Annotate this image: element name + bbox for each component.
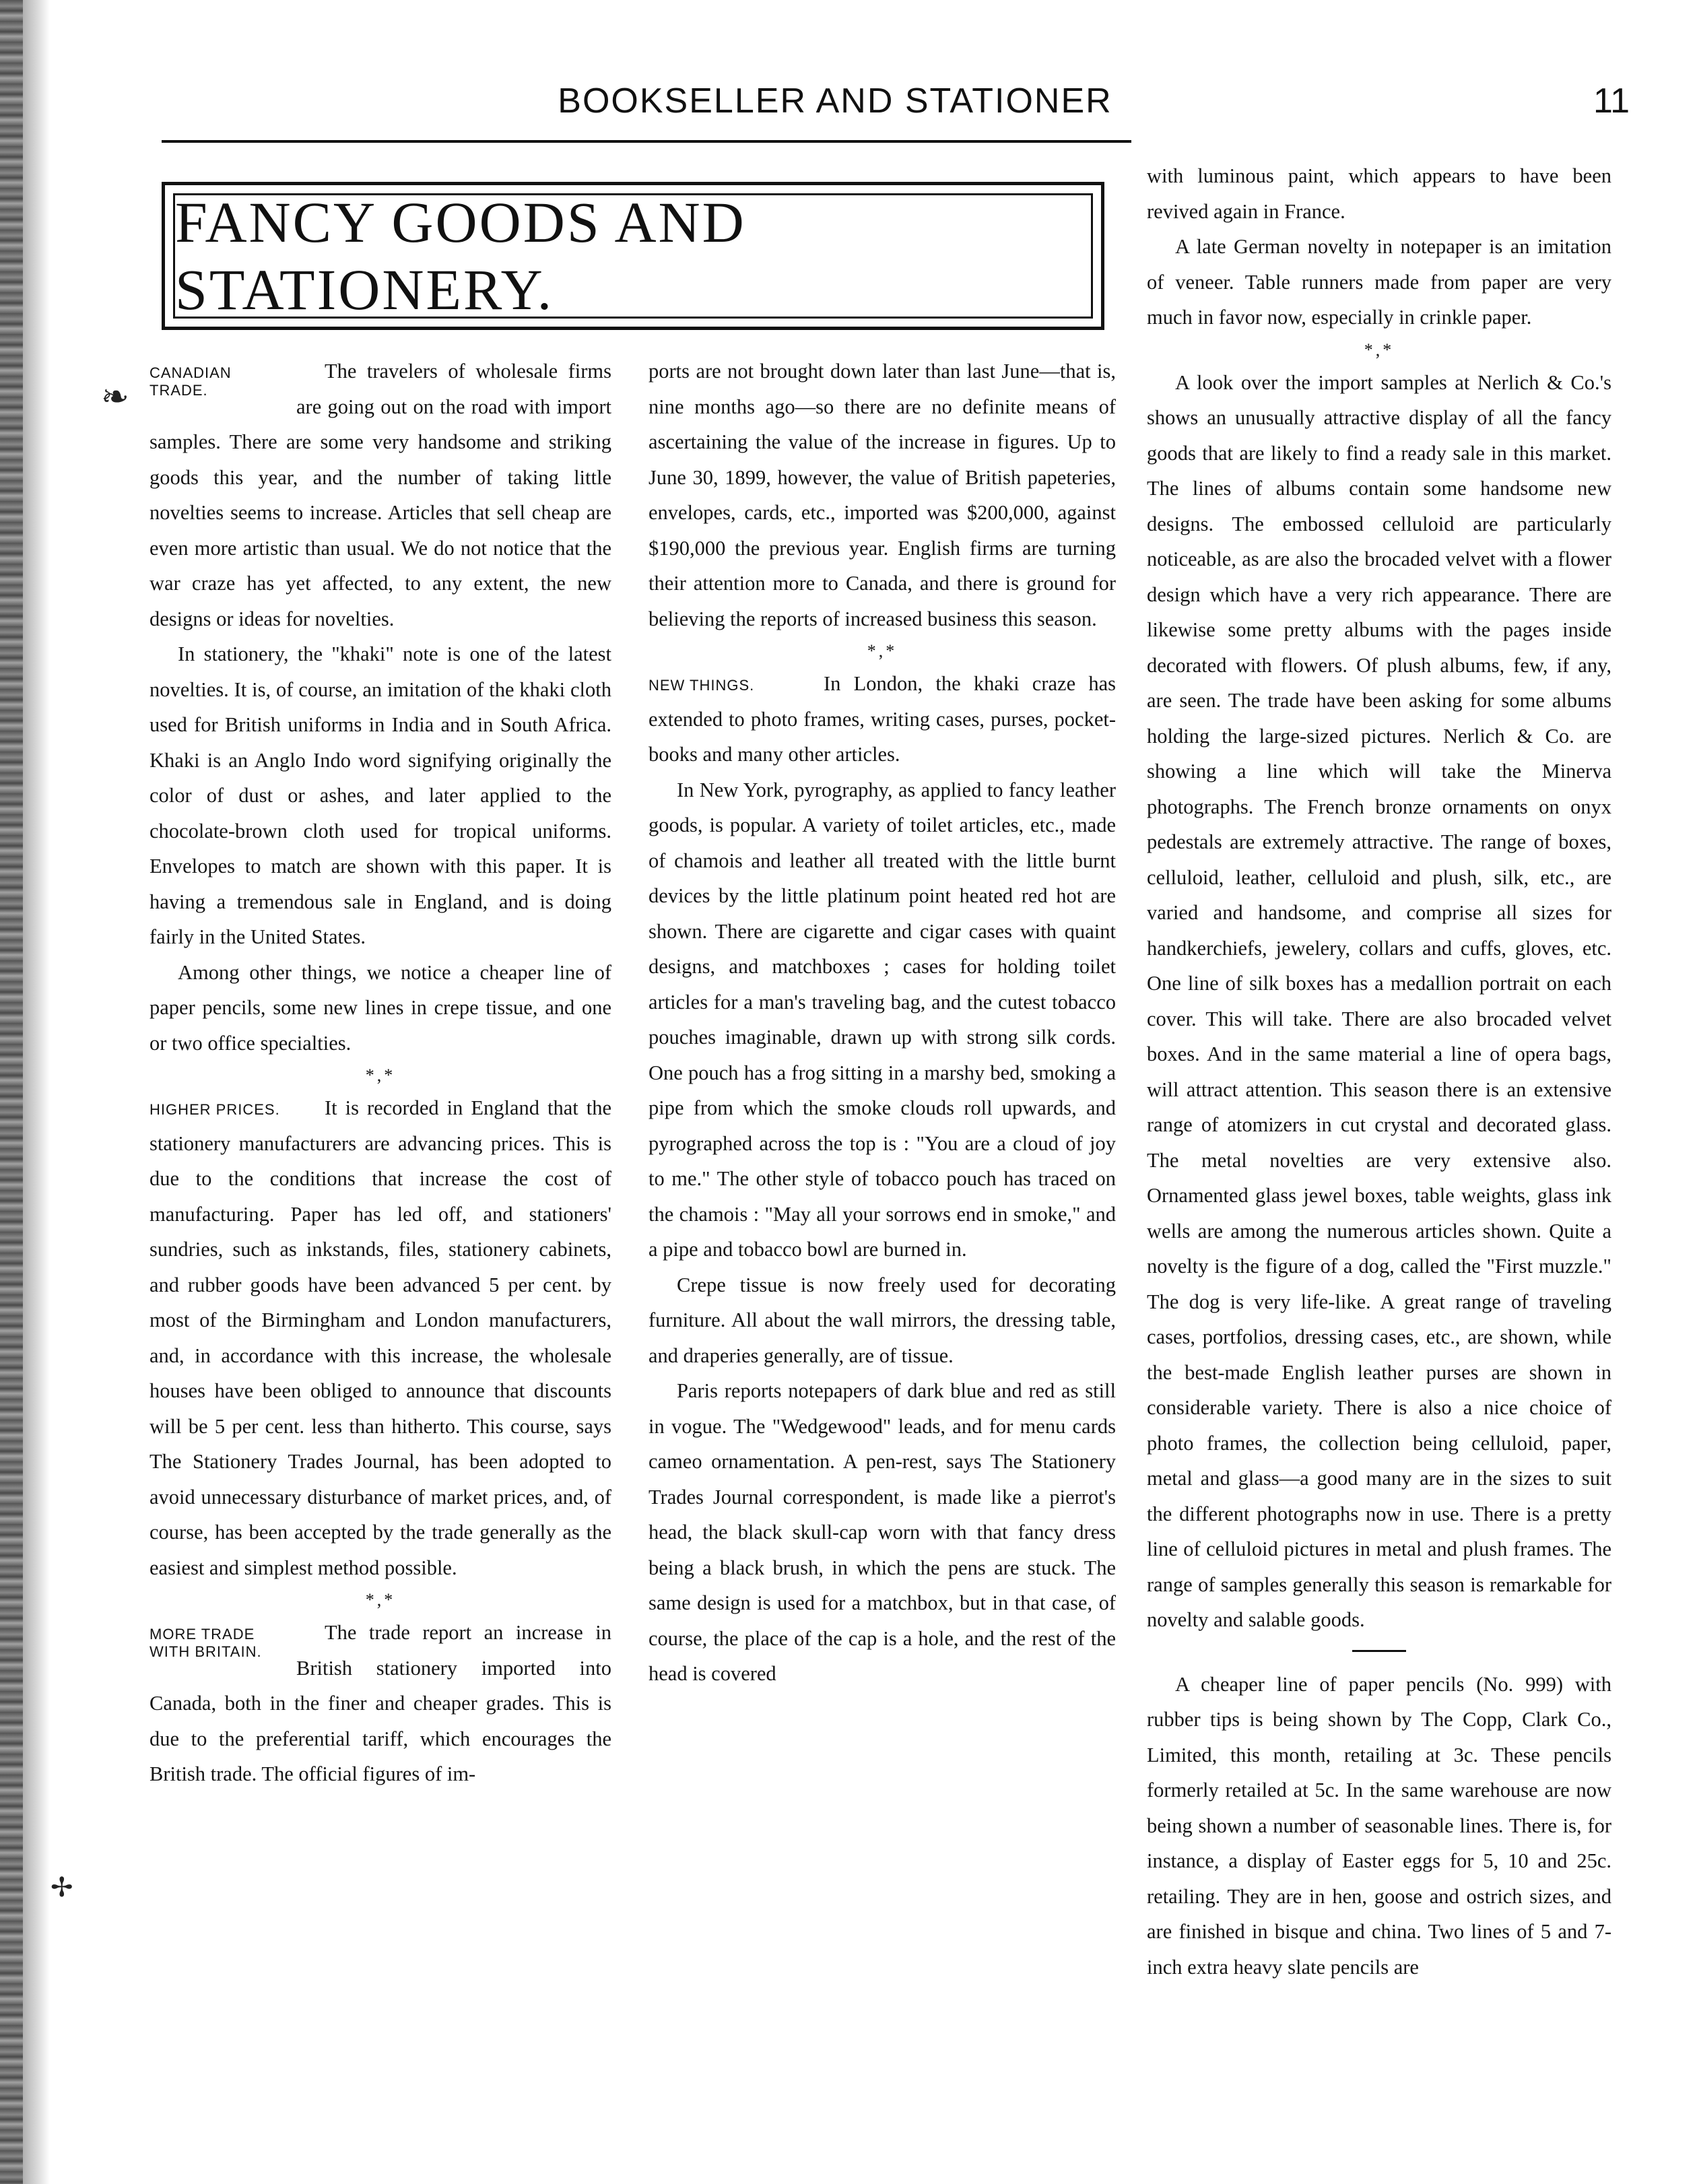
header-rule	[162, 140, 1131, 143]
paragraph: A late German novelty in notepaper is an imitation of veneer. Table runners made from paper are very much in favor now, especially in crinkle paper.	[1147, 235, 1611, 329]
paragraph: Paris reports notepapers of dark blue and red as still in vogue. The "Wedgewood" leads, and for menu cards cameo ornamentation. A pen-rest, says The Stationery Trades Journal correspondent, is made like a pierrot's head, the black skull-cap worn with that fancy dress being a black brush, in which the pens are stuck. The same design is used for a matchbox, but in that case, of course, the place of the cap is a hole, and the rest of the head is covered	[648, 1379, 1116, 1685]
scan-binding-shadow	[0, 0, 23, 2184]
paragraph: In stationery, the "khaki" note is one of the latest novelties. It is, of course, an imitation of the khaki cloth used for British uniforms in India and in South Africa. Khaki is an Anglo Indo word signifying originally the color of dust or ashes, and later applied to the chocolate-brown cloth used for tropical uniforms. Envelopes to match are shown with this paper. It is having a tremendous sale in England, and is doing fairly in the United States.	[149, 642, 611, 948]
subhead-more-trade-with-britain: MORE TRADE WITH BRITAIN.	[149, 1626, 262, 1660]
running-title: BOOKSELLER AND STATIONER	[558, 81, 1112, 121]
column-3	[1147, 158, 1611, 1985]
column-1	[149, 354, 611, 1792]
paragraph: Crepe tissue is now freely used for decorating furniture. All about the wall mirrors, the dressing table, and draperies generally, are of tissue.	[648, 1273, 1116, 1367]
paragraph: It is recorded in England that the stationery manufacturers are advancing prices. This is due to the conditions that increase the cost of manufacturing. Paper has led off, and stationers' sundries, such as inkstands, files, stationery cabinets, and rubber goods have been advanced 5 per cent. by most of the Birmingham and London manufacturers, and, in accordance with this increase, the wholesale houses have been obliged to announce that discounts will be 5 per cent. less than hitherto. This course, says The Stationery Trades Journal, has been adopted to avoid unnecessary disturbance of market prices, and, of course, has been accepted by the trade generally as the easiest and simplest method possible.	[149, 1096, 611, 1579]
section-title-inner-frame	[173, 190, 1093, 322]
margin-scribble-mark: ✢	[51, 1872, 73, 1903]
paragraph: ports are not brought down later than last June—that is, nine months ago—so there are no definite means of ascertaining the value of the increase in figures. Up to June 30, 1899, however, the value of British papeteries, envelopes, cards, etc., imported was $200,000, against $190,000 the previous year. English firms are turning their attention more to Canada, and there is ground for believing the reports of increased business this season.	[648, 360, 1116, 630]
column-2	[648, 354, 1116, 1692]
subhead-new-things: NEW THINGS.	[648, 677, 755, 694]
margin-pointer-mark: ❧	[101, 377, 129, 416]
short-divider-rule	[1352, 1650, 1406, 1652]
running-head	[162, 81, 1630, 135]
section-dinkus: *,*	[365, 1590, 396, 1610]
paragraph: The travelers of wholesale firms are going out on the road with import samples. There are some very handsome and striking goods this year, and the number of taking little novelties seems to increase. Articles that sell cheap are even more artistic than usual. We do not notice that the war craze has yet affected, to any extent, the new designs or ideas for novelties.	[149, 360, 611, 630]
section-title: FANCY GOODS AND STATIONERY.	[175, 190, 746, 322]
section-dinkus: *,*	[1364, 339, 1395, 360]
paragraph: The trade report an increase in British stationery imported into Canada, both in the finer and cheaper grades. This is due to the preferential tariff, which encourages the British trade. The official figures of im-	[149, 1621, 611, 1785]
paragraph: A cheaper line of paper pencils (No. 999) with rubber tips is being shown by The Copp, Clark Co., Limited, this month, retailing at 3c. These pencils formerly retailed at 5c. In the same warehouse are now being shown a number of seasonable lines. There is, for instance, a display of Easter eggs for 5, 10 and 25c. retailing. They are in hen, goose and ostrich sizes, and are finished in bisque and china. Two lines of 5 and 7-inch extra heavy slate pencils are	[1147, 1672, 1611, 1979]
subhead-higher-prices: HIGHER PRICES.	[149, 1101, 280, 1118]
paragraph: In London, the khaki craze has extended to photo frames, writing cases, purses, pocket-books and many other articles.	[648, 672, 1116, 766]
paragraph: with luminous paint, which appears to have been revived again in France.	[1147, 164, 1611, 223]
subhead-canadian-trade: CANADIAN TRADE.	[149, 364, 232, 399]
section-title-box	[162, 182, 1104, 330]
paragraph: A look over the import samples at Nerlich & Co.'s shows an unusually attractive display of all the fancy goods that are likely to find a ready sale in this market. The lines of albums contain some handsome new designs. The embossed celluloid are particularly noticeable, as are also the brocaded velvet with a flower design which have a very rich appearance. There are likewise some pretty albums with the pages inside decorated with flowers. Of plush albums, few, if any, are seen. The trade have been asking for some albums holding the large-sized pictures. Nerlich & Co. are showing a line which will take the Minerva photographs. The French bronze ornaments on onyx pedestals are extremely attractive. The range of boxes, celluloid, leather, celluloid and plush, silk, etc., are varied and handsome, and comprise all sizes for handkerchiefs, jewelery, collars and cuffs, gloves, etc. One line of silk boxes has a medallion portrait on each cover. This will take. There are also brocaded velvet boxes. And in the same material a line of opera bags, will attract attention. This season there is an extensive range of atomizers in cut crystal and decorated glass. The metal novelties are very extensive also. Ornamented glass jewel boxes, table weights, glass ink wells are among the numerous articles shown. Quite a novelty is the figure of a dog, called the "First muzzle." The dog is very life-like. A great range of traveling cases, portfolios, dressing cases, etc., are shown, while the best-made English leather purses are shown in considerable variety. There is also a nice choice of photo frames, the collection being celluloid, paper, metal and glass—a good many are in the sizes to suit the different photographs now in use. There is a pretty line of celluloid pictures in metal and plush frames. The range of samples generally this season is remarkable for novelty and salable goods.	[1147, 370, 1611, 1631]
scan-binding-gradient	[23, 0, 50, 2184]
paragraph: Among other things, we notice a cheaper line of paper pencils, some new lines in crepe tissue, and one or two office specialties.	[149, 960, 611, 1055]
section-dinkus: *,*	[867, 641, 898, 661]
page-number: 11	[1593, 81, 1630, 121]
paragraph: In New York, pyrography, as applied to fancy leather goods, is popular. A variety of toilet articles, etc., made of chamois and leather all treated with the little burnt devices by the little platinum point heated red hot are shown. There are cigarette and cigar cases with quaint designs, and matchboxes ; cases for holding toilet articles for a man's traveling bag, and the cutest tobacco pouches imaginable, drawn up with strong silk cords. One pouch has a frog sitting in a marshy bed, smoking a pipe from which the smoke clouds roll upwards, and pyrographed across the top is : "You are a cloud of joy to me." The other style of tobacco pouch has traced on the chamois : "May all your sorrows end in smoke," and a pipe and tobacco bowl are burned in.	[648, 778, 1116, 1261]
section-dinkus: *,*	[365, 1065, 396, 1085]
